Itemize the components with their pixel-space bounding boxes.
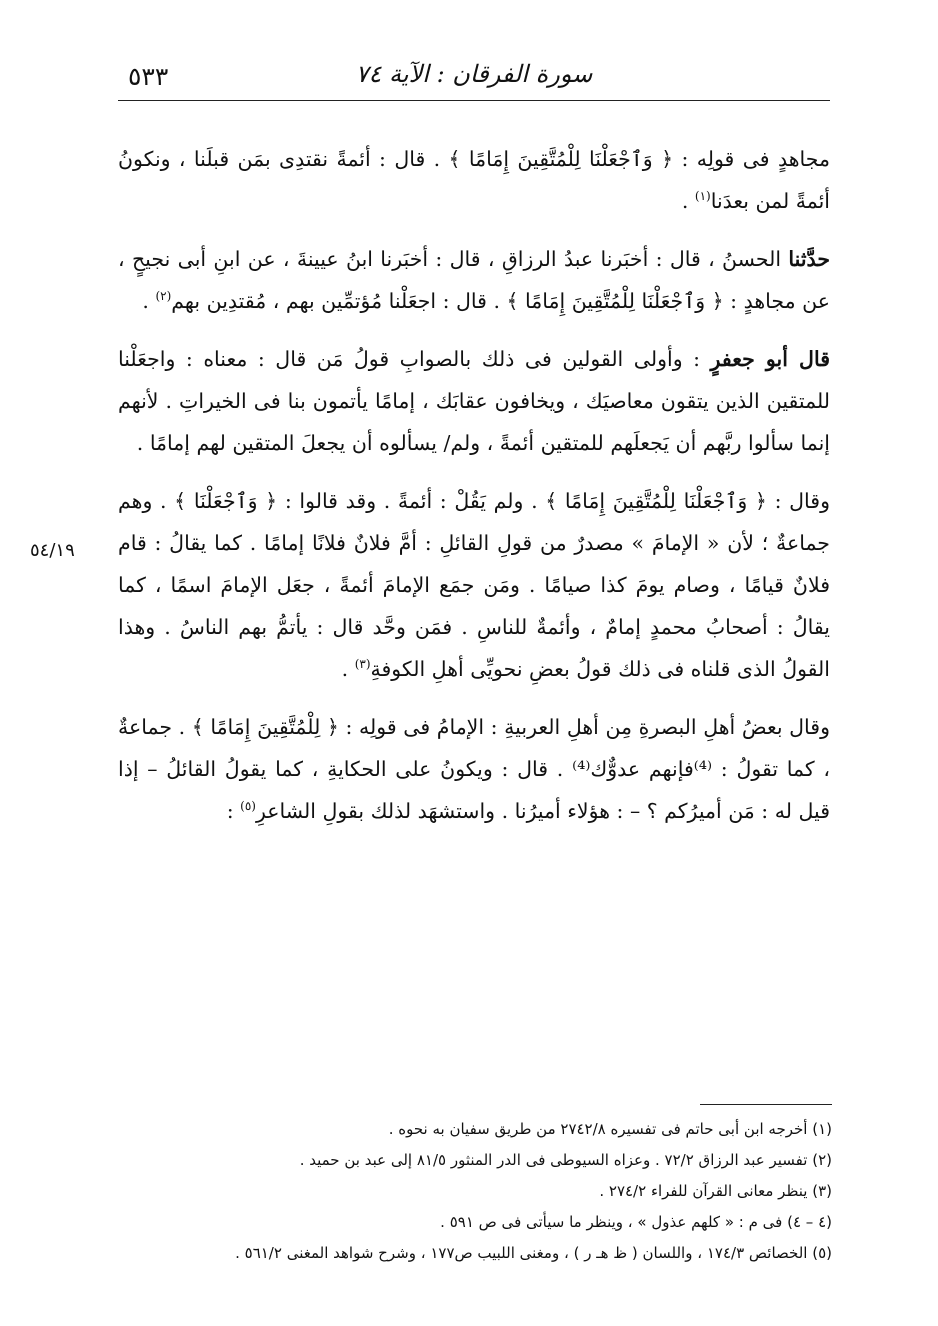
- paragraph-abu-jafar: [118, 338, 830, 464]
- footnote-item: (٥) الخصائص ١٧٤/٣ ، واللسان ( ظ هـ ر ) ، ومغنى اللبيب ص١٧٧ ، وشرح شواهد المغنى ٥٦١/٢ .: [235, 1244, 832, 1262]
- page-number: ٥٣٣: [128, 62, 169, 91]
- footnote-divider: [700, 1104, 832, 1105]
- paragraph-imam-grammar: [118, 480, 830, 690]
- paragraph-tail: :: [226, 799, 241, 823]
- paragraph-text: وقال بعضُ أهلِ البصرةِ مِن أهلِ العربيةِ : الإمامُ فى قولِه : ﴿ لِلْمُتَّقِينَ إِمَامًا ﴾ . جماعةٌ ، كما تقولُ : ⁽⁴⁾فإنهم عدوٌّك⁽⁴⁾ . قال : ويكونُ على الحكايةِ ، كما يقولُ القائلُ – إذا قيل له : مَن أميرُكم ؟ – : هؤلاء أميرُنا . واستشهَد لذلك بقولِ الشاعرِ: [118, 715, 830, 823]
- main-text: [118, 138, 830, 848]
- footnotes: [104, 1114, 832, 1269]
- paragraph-basra-view: [118, 706, 830, 832]
- paragraph-text: مجاهدٍ فى قولِه : ﴿ وَٱجْعَلْنَا لِلْمُتَّقِينَ إِمَامًا ﴾ . قال : أئمةً نقتدِى بمَن قبلَنا ، ونكونُ أئمةً لمن بعدَنا: [118, 147, 830, 213]
- footnote-mark: (٣): [354, 657, 371, 672]
- paragraph-text: وقال : ﴿ وَٱجْعَلْنَا لِلْمُتَّقِينَ إِمَامًا ﴾ . ولم يَقُلْ : أئمةً . وقد قالوا : ﴿ وَٱجْعَلْنَا ﴾ . وهم جماعةٌ ؛ لأن « الإمامَ » مصدرٌ من قولِ القائلِ : أمَّ فلانٌ فلانًا إمامًا . كما يقالُ : قام فلانٌ قيامًا ، وصام يومَ كذا صيامًا . ومَن جمَع الإمامَ أئمةً ، جعَل الإمامَ اسمًا ، كما يقالُ : أصحابُ محمدٍ إمامٌ ، وأئمةٌ للناسِ . فمَن وحَّد قال : يأتمُّ بهم الناسُ . وهذا القولُ الذى قلناه فى ذلك قولُ بعضِ نحويِّى أهلِ الكوفةِ: [118, 489, 830, 681]
- footnote-mark: (١): [694, 189, 711, 204]
- footnote-mark: (٢): [155, 289, 172, 304]
- paragraph-lead: حدَّثنا: [788, 247, 830, 271]
- running-title: سورة الفرقان : الآية ٧٤: [355, 60, 593, 88]
- running-header: [118, 58, 830, 101]
- paragraph-tail: .: [341, 657, 355, 681]
- footnote-item: (١) أخرجه ابن أبى حاتم فى تفسيره ٢٧٤٢/٨ من طريق سفيان به نحوه .: [388, 1120, 832, 1138]
- footnote-item: (٣) ينظر معانى القرآن للفراء ٢٧٤/٢ .: [599, 1182, 832, 1200]
- paragraph-lead: قال أبو جعفرٍ: [710, 347, 830, 371]
- paragraph-text: : وأولى القولين فى ذلك بالصوابِ قولُ مَن قال : معناه : واجعَلْنا للمتقين الذين يتقون معاصيَك ، ويخافون عقابَك ، إمامًا يأتمون بنا فى الخيراتِ . لأنهم إنما سألوا ربَّهم أن يَجعلَهم للمتقين أئمةً ، ولم/ يسألوه أن يجعلَ المتقين لهم إمامًا .: [118, 347, 830, 455]
- footnote-mark: (٥): [240, 799, 256, 814]
- footnote-item: (٢) تفسير عبد الرزاق ٧٢/٢ . وعزاه السيوطى فى الدر المنثور ٨١/٥ إلى عبد بن حميد .: [299, 1151, 832, 1169]
- footnote-item: (٤ – ٤) فى م : « كلهم عذول » ، وينظر ما سيأتى فى ص ٥٩١ .: [440, 1213, 832, 1231]
- paragraph-hadith-chain: [118, 238, 830, 322]
- paragraph-tail: .: [681, 189, 695, 213]
- margin-volume-reference: ٥٤/١٩: [30, 540, 75, 561]
- paragraph-mujahid: [118, 138, 830, 222]
- paragraph-text: الحسنُ ، قال : أخبَرنا عبدُ الرزاقِ ، قال : أخبَرنا ابنُ عيينةَ ، عن ابنِ أبى نجيحٍ ، عن مجاهدٍ : ﴿ وَٱجْعَلْنَا لِلْمُتَّقِينَ إِمَامًا ﴾ . قال : اجعَلْنا مُؤتمِّين بهم ، مُقتدِين بهم: [118, 247, 830, 313]
- paragraph-tail: .: [142, 289, 156, 313]
